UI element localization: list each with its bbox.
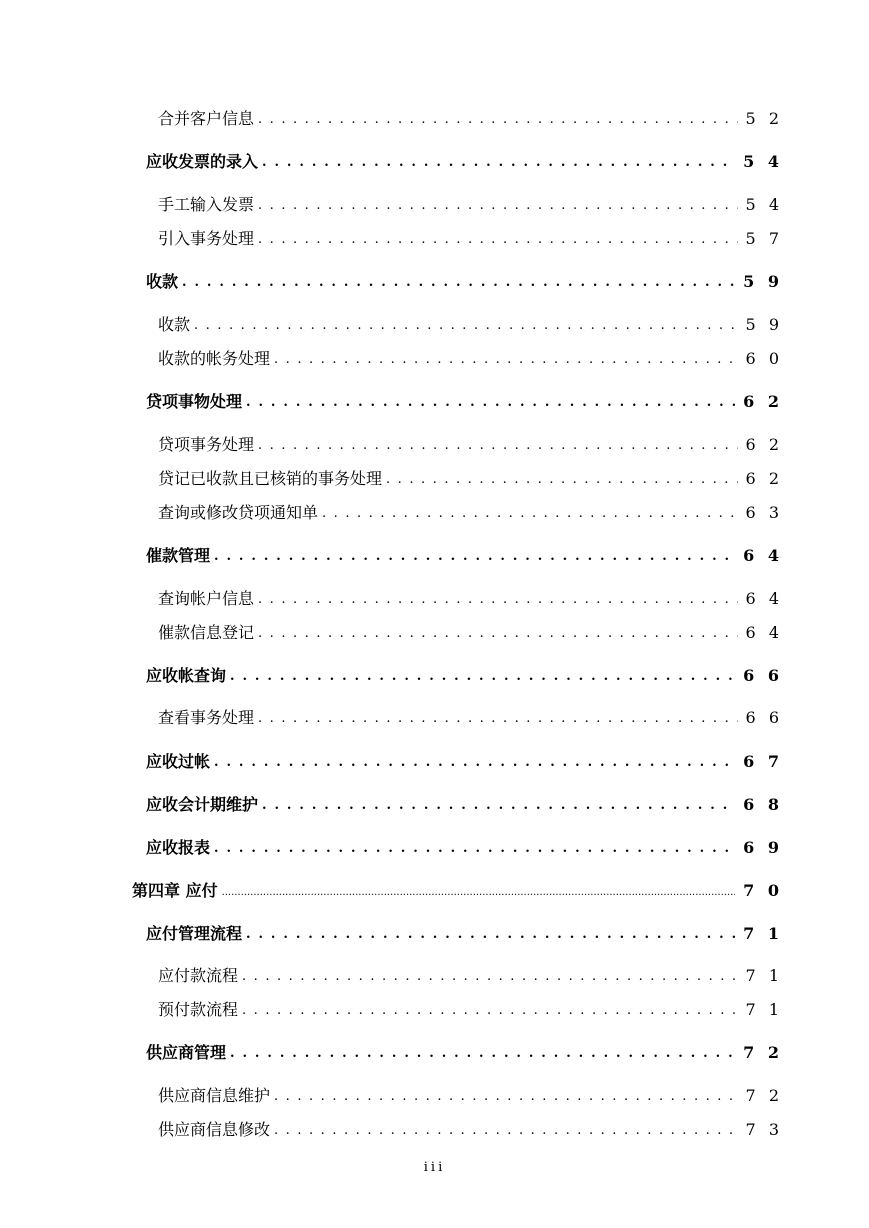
toc-entry-page: 6 0: [745, 349, 783, 368]
toc-entry-title: 预付款流程: [158, 1000, 239, 1019]
toc-entry[interactable]: [0, 998, 869, 1022]
toc-entry[interactable]: [0, 793, 869, 817]
toc-entry-title: 应收会计期维护: [146, 795, 259, 814]
toc-entry-title: 催款管理: [146, 546, 211, 565]
toc-entry-page: 6 4: [745, 623, 783, 642]
toc-entry-page: 7 0: [743, 881, 783, 900]
dot-leader: [222, 878, 736, 905]
toc-entry-page: 6 6: [743, 666, 783, 685]
toc-entry-title: 应收发票的录入: [146, 152, 259, 171]
dot-leader: [322, 500, 738, 526]
toc-entry[interactable]: [0, 347, 869, 371]
toc-entry[interactable]: [0, 270, 869, 294]
toc-entry[interactable]: [0, 501, 869, 525]
toc-chapter-entry[interactable]: [0, 879, 869, 903]
toc-entry-title: 贷记已收款且已核销的事务处理: [158, 469, 383, 488]
toc-entry[interactable]: [0, 750, 869, 774]
page-number: iii: [423, 1160, 446, 1175]
dot-leader: [258, 432, 738, 458]
dot-leader: [258, 705, 738, 731]
toc-entry[interactable]: [0, 1084, 869, 1108]
toc-entry[interactable]: [0, 390, 869, 414]
toc-entry[interactable]: [0, 964, 869, 988]
toc-entry-title: 收款: [158, 315, 191, 334]
dot-leader: [274, 1117, 738, 1143]
dot-leader: [246, 921, 735, 947]
toc-entry-title: 查看事务处理: [158, 708, 255, 727]
toc-entry[interactable]: [0, 107, 869, 131]
toc-entry-page: 5 4: [743, 152, 783, 171]
dot-leader: [214, 543, 735, 569]
toc-entry-page: 6 3: [745, 503, 783, 522]
toc-entry-title: 应付管理流程: [146, 924, 243, 943]
toc-entry[interactable]: [0, 433, 869, 457]
toc-entry-title: 应收帐查询: [146, 666, 227, 685]
toc-entry-page: 6 2: [745, 435, 783, 454]
dot-leader: [242, 997, 738, 1023]
dot-leader: [262, 792, 735, 818]
toc-entry-page: 6 7: [743, 752, 783, 771]
dot-leader: [258, 226, 738, 252]
toc-entry-title: 贷项事务处理: [158, 435, 255, 454]
toc-entry-page: 6 2: [745, 469, 783, 488]
toc-entry-title: 应付款流程: [158, 966, 239, 985]
dot-leader: [230, 1040, 735, 1066]
toc-entry[interactable]: [0, 313, 869, 337]
toc-entry[interactable]: [0, 150, 869, 174]
dot-leader: [246, 389, 735, 415]
toc-entry[interactable]: [0, 193, 869, 217]
toc-entry-page: 5 2: [745, 109, 783, 128]
toc-entry-page: 5 9: [745, 315, 783, 334]
toc-entry[interactable]: [0, 587, 869, 611]
toc-entry[interactable]: [0, 1041, 869, 1065]
toc-entry[interactable]: [0, 467, 869, 491]
toc-entry[interactable]: [0, 227, 869, 251]
toc-entry-title: 收款: [146, 272, 179, 291]
dot-leader: [258, 586, 738, 612]
toc-entry-page: 7 3: [745, 1120, 783, 1139]
toc-entry-title: 引入事务处理: [158, 229, 255, 248]
toc-entry-title: 供应商信息维护: [158, 1086, 271, 1105]
toc-entry[interactable]: [0, 706, 869, 730]
toc-entry[interactable]: [0, 544, 869, 568]
toc-entry-page: 6 8: [743, 795, 783, 814]
toc-entry[interactable]: [0, 621, 869, 645]
toc-entry-title: 供应商管理: [146, 1043, 227, 1062]
toc-entry[interactable]: [0, 836, 869, 860]
toc-entry-title: 催款信息登记: [158, 623, 255, 642]
toc-entry-title: 应收过帐: [146, 752, 211, 771]
toc-entry-page: 6 2: [743, 392, 783, 411]
dot-leader: [258, 620, 738, 646]
toc-entry-page: 7 1: [745, 1000, 783, 1019]
toc-entry-page: 6 4: [743, 546, 783, 565]
toc-entry-page: 6 4: [745, 589, 783, 608]
dot-leader: [242, 963, 738, 989]
dot-leader: [214, 835, 735, 861]
dot-leader: [214, 749, 735, 775]
dot-leader: [274, 1083, 738, 1109]
toc-entry-title: 贷项事物处理: [146, 392, 243, 411]
toc-entry-page: 5 4: [745, 195, 783, 214]
toc-entry-page: 7 1: [745, 966, 783, 985]
dot-leader: [258, 106, 738, 132]
dot-leader: [262, 149, 735, 175]
toc-entry-title: 供应商信息修改: [158, 1120, 271, 1139]
toc-entry-page: 6 6: [745, 708, 783, 727]
toc-entry-title: 应收报表: [146, 838, 211, 857]
toc-entry-title: 第四章 应付: [132, 881, 218, 900]
dot-leader: [194, 312, 738, 338]
dot-leader: [230, 663, 735, 689]
toc-entry-title: 合并客户信息: [158, 109, 255, 128]
dot-leader: [182, 269, 735, 295]
dot-leader: [386, 466, 738, 492]
toc-entry-page: 7 2: [745, 1086, 783, 1105]
toc-entry[interactable]: [0, 664, 869, 688]
toc-entry-page: 5 7: [745, 229, 783, 248]
toc-entry-page: 5 9: [743, 272, 783, 291]
dot-leader: [274, 346, 738, 372]
toc-entry-title: 查询帐户信息: [158, 589, 255, 608]
toc-entry-title: 收款的帐务处理: [158, 349, 271, 368]
toc-entry-page: 7 2: [743, 1043, 783, 1062]
toc-entry-title: 查询或修改贷项通知单: [158, 503, 319, 522]
toc-entry[interactable]: [0, 1118, 869, 1142]
toc-entry[interactable]: [0, 922, 869, 946]
dot-leader: [258, 192, 738, 218]
toc-entry-title: 手工输入发票: [158, 195, 255, 214]
toc-entry-page: 6 9: [743, 838, 783, 857]
toc-entry-page: 7 1: [743, 924, 783, 943]
